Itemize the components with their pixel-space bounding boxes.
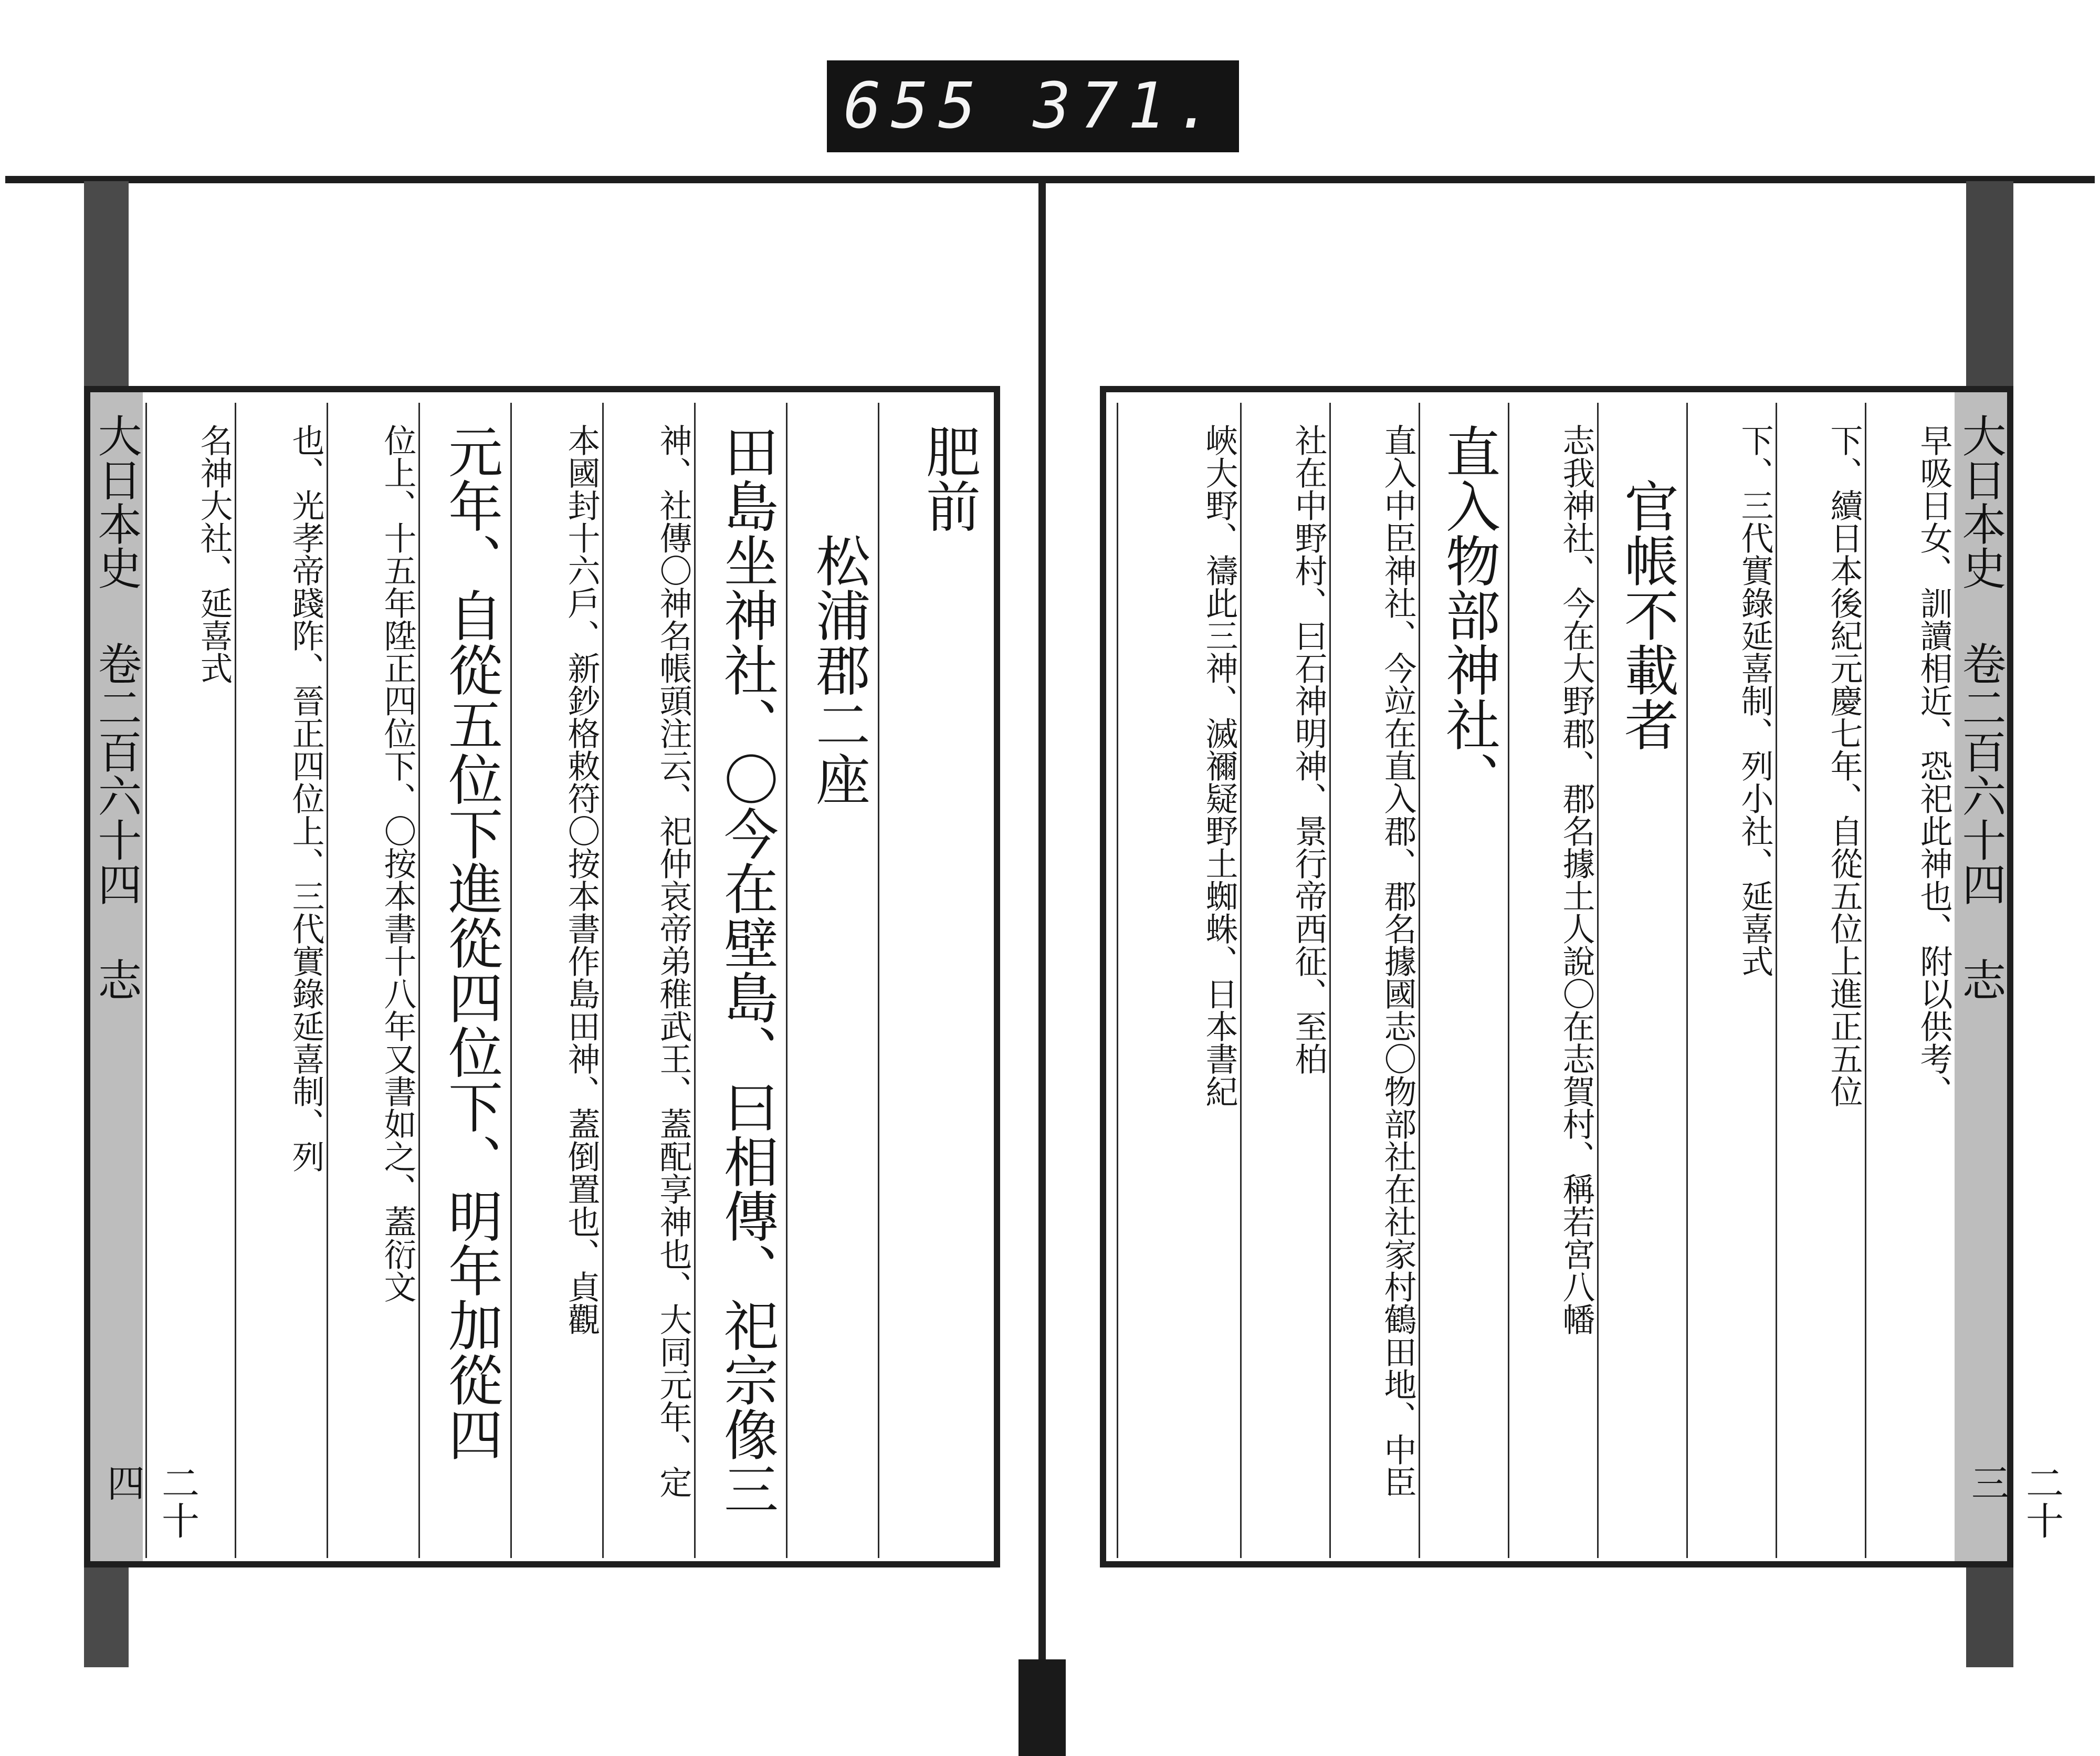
margin-title: 大日本史 卷二百六十四 志 xyxy=(91,413,142,1001)
right-margin-header xyxy=(1955,392,2007,1561)
text-column: 神、社傳〇神名帳頭注云、祀仲哀帝弟稚武王、蓋配享神也、大同元年、定 xyxy=(602,403,694,1558)
text-column: 元年、自從五位下進從四位下、明年加從四 xyxy=(418,403,510,1558)
left-page-number: 二十四 xyxy=(101,1464,200,1539)
text-column: 社在中野村、曰石神明神、景行帝西征、至柏 xyxy=(1240,403,1329,1558)
text-column: 肥前 xyxy=(878,403,988,1558)
left-margin-header xyxy=(90,392,143,1561)
text-column: 直入中臣神社、今竝在直入郡、郡名據國志〇物部社在社家村鶴田地、中臣 xyxy=(1329,403,1419,1558)
text-column: 下、續日本後紀元慶七年、自從五位上進正五位 xyxy=(1776,403,1865,1558)
text-column: 也、光孝帝踐阼、晉正四位上、三代實錄延喜制、列 xyxy=(235,403,327,1558)
text-column: 田島坐神社、〇今在壁島、曰相傳、祀宗像三 xyxy=(694,403,786,1558)
text-column: 志我神社、今在大野郡、郡名據土人說〇在志賀村、稱若宮八幡 xyxy=(1508,403,1597,1558)
text-column: 官帳不載者 xyxy=(1597,403,1686,1558)
text-column: 早吸日女、訓讀相近、恐祀此神也、附以供考、 xyxy=(1865,403,1955,1558)
margin-title: 大日本史 卷二百六十四 志 xyxy=(1955,413,2007,1001)
text-column: 位上、十五年陞正四位下、〇按本書十八年又書如之、蓋衍文 xyxy=(327,403,418,1558)
text-column: 下、三代實錄延喜制、列小社、延喜式 xyxy=(1686,403,1776,1558)
text-column: 本國封十六戶、新鈔格敕符〇按本書作島田神、蓋倒置也、貞觀 xyxy=(510,403,602,1558)
catalog-number-plate xyxy=(827,60,1239,152)
text-column: 峽大野、禱此三神、滅禰疑野土蜘蛛、日本書紀 xyxy=(1117,403,1240,1558)
spine-foot-block xyxy=(1018,1659,1066,1756)
top-binding-rule xyxy=(5,176,2095,183)
catalog-number: 655 371. xyxy=(843,70,1223,143)
text-column: 松浦郡二座 xyxy=(786,403,878,1558)
text-column: 名神大社、延喜式 xyxy=(145,403,235,1558)
right-page-frame xyxy=(1100,386,2064,1567)
center-spine xyxy=(1038,180,1046,1676)
text-column: 直入物部神社、 xyxy=(1419,403,1508,1558)
right-page-number: 二十三 xyxy=(1965,1464,2064,1539)
left-page-frame xyxy=(84,386,1000,1567)
